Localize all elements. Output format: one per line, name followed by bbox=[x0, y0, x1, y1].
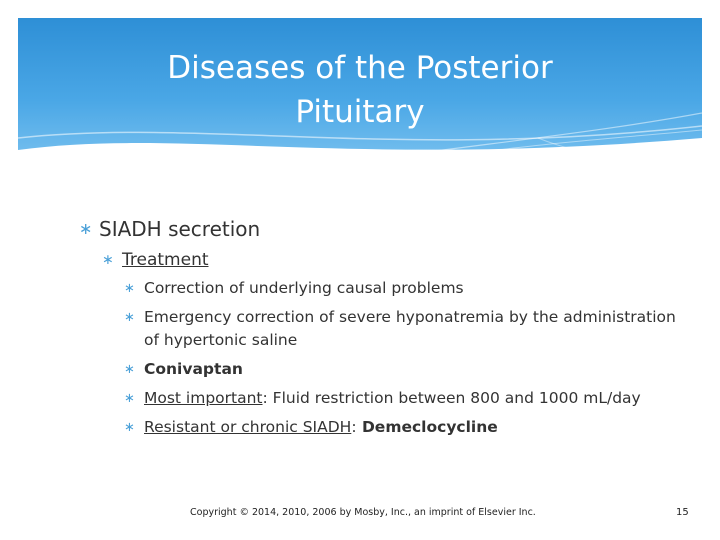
bullet-text: Correction of underlying causal problems bbox=[144, 279, 464, 297]
asterisk-bullet-icon: ∗ bbox=[124, 420, 135, 435]
bullet-level-1 bbox=[79, 214, 679, 244]
bullet-level-3 bbox=[124, 358, 679, 381]
bullet-text: Fluid restriction between 800 and 1000 mL/day bbox=[267, 389, 641, 407]
bullet-level-3 bbox=[124, 387, 679, 410]
slide-content bbox=[79, 214, 679, 445]
bullet-label: Resistant or chronic SIADH bbox=[144, 418, 352, 436]
bullet-level-3 bbox=[124, 416, 679, 439]
bullet-level-3 bbox=[124, 277, 679, 300]
asterisk-bullet-icon: ∗ bbox=[124, 310, 135, 325]
asterisk-bullet-icon: ∗ bbox=[79, 219, 93, 238]
asterisk-bullet-icon: ∗ bbox=[124, 281, 135, 296]
bullet-text: Treatment bbox=[122, 250, 209, 270]
page-number: 15 bbox=[676, 507, 689, 518]
bullet-colon: : bbox=[262, 389, 268, 407]
bullet-level-2 bbox=[102, 248, 679, 273]
bullet-text: Emergency correction of severe hyponatremia by the administration of hypertonic saline bbox=[144, 308, 676, 349]
slide-title-line-2: Pituitary bbox=[295, 94, 425, 130]
bullet-text: Conivaptan bbox=[144, 360, 243, 378]
bullet-colon: : bbox=[351, 418, 357, 436]
title-banner bbox=[18, 18, 702, 168]
asterisk-bullet-icon: ∗ bbox=[124, 362, 135, 377]
bullet-text: SIADH secretion bbox=[99, 217, 261, 241]
bullet-text: Demeclocycline bbox=[356, 418, 498, 436]
copyright-footer: Copyright © 2014, 2010, 2006 by Mosby, Inc., an imprint of Elsevier Inc. bbox=[190, 507, 536, 518]
slide-title bbox=[18, 46, 702, 134]
bullet-level-3 bbox=[124, 306, 679, 352]
asterisk-bullet-icon: ∗ bbox=[102, 252, 114, 268]
asterisk-bullet-icon: ∗ bbox=[124, 391, 135, 406]
bullet-label: Most important bbox=[144, 389, 263, 407]
slide-title-line-1: Diseases of the Posterior bbox=[167, 50, 553, 86]
